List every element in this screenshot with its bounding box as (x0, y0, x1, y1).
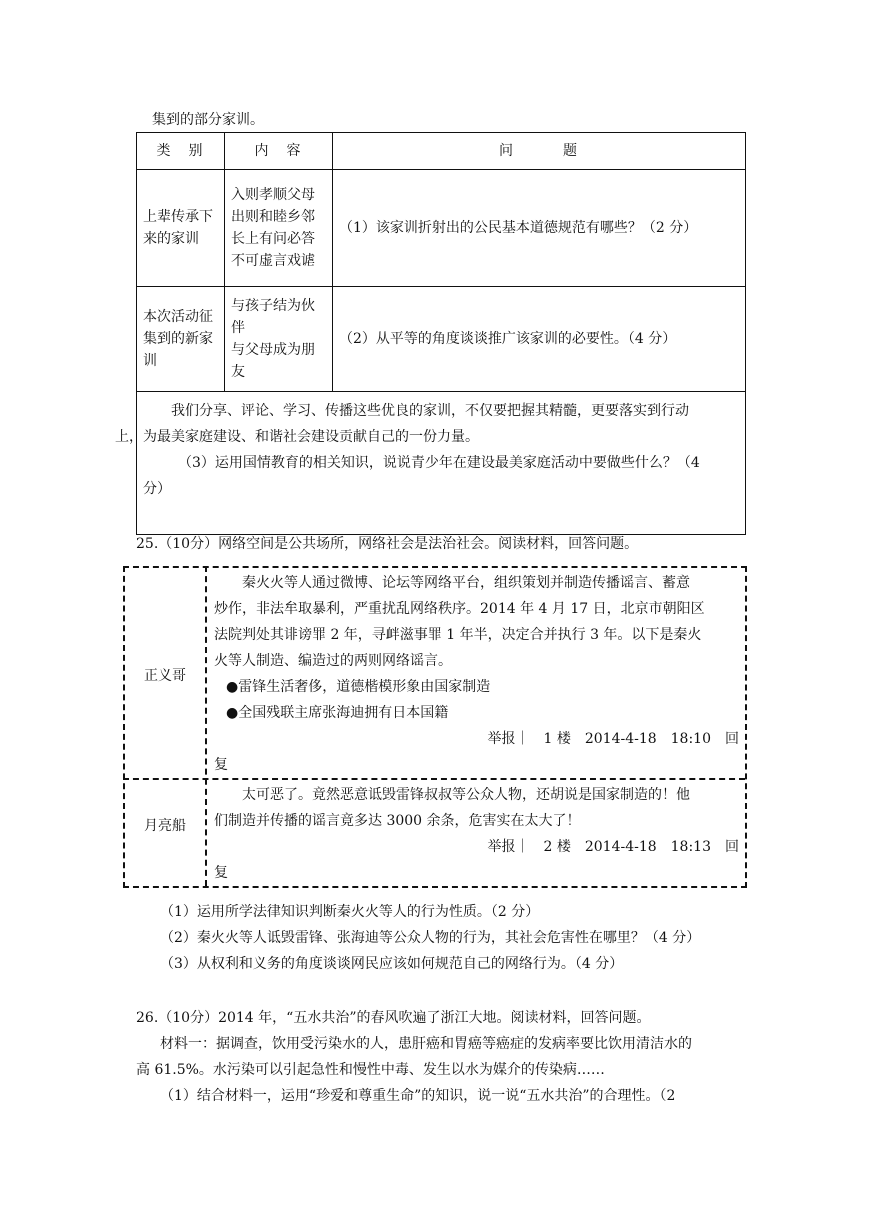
question-cell: （2）从平等的角度谈谈推广该家训的必要性。（4 分） (333, 287, 746, 392)
post-meta-tail: 复 (214, 757, 228, 773)
content-cell: 与孩子结为伙 伴 与父母成为朋 友 (225, 287, 333, 392)
footer-question: （3）运用国情教育的相关知识，说说青少年在建设最美家庭活动中要做些什么？（4 分） (143, 455, 700, 497)
post-meta: 举报｜ 2 楼 2014-4-18 18:13 回 (487, 839, 739, 855)
content-cell: 入则孝顺父母 出则和睦乡邻 长上有问必答 不可虚言戏谑 (225, 170, 333, 287)
table-row (137, 170, 746, 287)
family-rules-table (115, 132, 746, 535)
bullet-item: ●全国残联主席张海迪拥有日本国籍 (226, 705, 449, 721)
q26-title: 26.（10分）2014 年，“五水共治”的春风吹遍了浙江大地。阅读材料，回答问题。 (136, 1010, 651, 1026)
q25-question: （2）秦火火等人诋毁雷锋、张海迪等公众人物的行为，其社会危害性在哪里？（4 分） (160, 930, 701, 946)
bullet-item: ●雷锋生活奢侈，道德楷模形象由国家制造 (226, 679, 491, 695)
post-meta-tail: 复 (214, 865, 228, 881)
q25-question: （3）从权利和义务的角度谈谈网民应该如何规范自己的网络行为。（4 分） (160, 956, 624, 972)
post-body: 秦火火等人通过微博、论坛等网络平台，组织策划并制造传播谣言、蓄意 炒作，非法牟取暴利，严重扰乱网络秩序。2014 年 4 月 17 日，北京市朝阳区 法院判处其诽谤罪 2 年，寻衅滋事罪 1 年半，决定合并执行 3 年。以下是秦火 火等人制造、编造过的两则网络谣言。 ●雷锋生活奢侈，道德楷模形象由国家制造 ●全国残联主席张海迪拥有日本国籍 举报｜ 1 楼 2014-4-18 18:10 回 复 (214, 570, 739, 778)
post-meta: 举报｜ 1 楼 2014-4-18 18:10 回 (487, 731, 739, 747)
intro-line: 集到的部分家训。 (152, 112, 264, 128)
header-content: 内 容 (225, 133, 333, 170)
post-user: 正义哥 (144, 668, 186, 684)
header-category: 类 别 (137, 133, 225, 170)
post-body: 太可恶了。竟然恶意诋毁雷锋叔叔等公众人物，还胡说是国家制造的！他 们制造并传播的谣言竟多达 3000 余条，危害实在太大了！ 举报｜ 2 楼 2014-4-18 18:13 回 复 (214, 782, 739, 886)
header-question: 问 题 (333, 133, 746, 170)
table-header-row (137, 133, 746, 170)
post-user: 月亮船 (144, 818, 186, 834)
category-cell: 本次活动征 集到的新家 训 (137, 287, 225, 392)
forum-column-divider (205, 566, 207, 886)
q26-material: 高 61.5%。水污染可以引起急性和慢性中毒、发生以水为媒介的传染病…… (136, 1062, 605, 1078)
question-cell: （1）该家训折射出的公民基本道德规范有哪些？（2 分） (333, 170, 746, 287)
table-row (137, 287, 746, 392)
footer-cell (115, 392, 746, 535)
q25-title: 25.（10分）网络空间是公共场所，网络社会是法治社会。阅读材料，回答问题。 (136, 536, 639, 552)
q26-material: 材料一：据调查，饮用受污染水的人，患肝癌和胃癌等癌症的发病率要比饮用清洁水的 (160, 1036, 692, 1052)
category-cell: 上辈传承下 来的家训 (137, 170, 225, 287)
q26-question: （1）结合材料一，运用“珍爱和尊重生命”的知识，说一说“五水共治”的合理性。（2 (160, 1088, 676, 1104)
q25-question: （1）运用所学法律知识判断秦火火等人的行为性质。（2 分） (160, 904, 540, 920)
forum-row-divider (123, 778, 745, 780)
footer-paragraph: 我们分享、评论、学习、传播这些优良的家训，不仅要把握其精髓，更要落实到行动 上，为最美家庭建设、和谐社会建设贡献自己的一份力量。 (115, 403, 689, 445)
table-footer-row (137, 392, 746, 535)
